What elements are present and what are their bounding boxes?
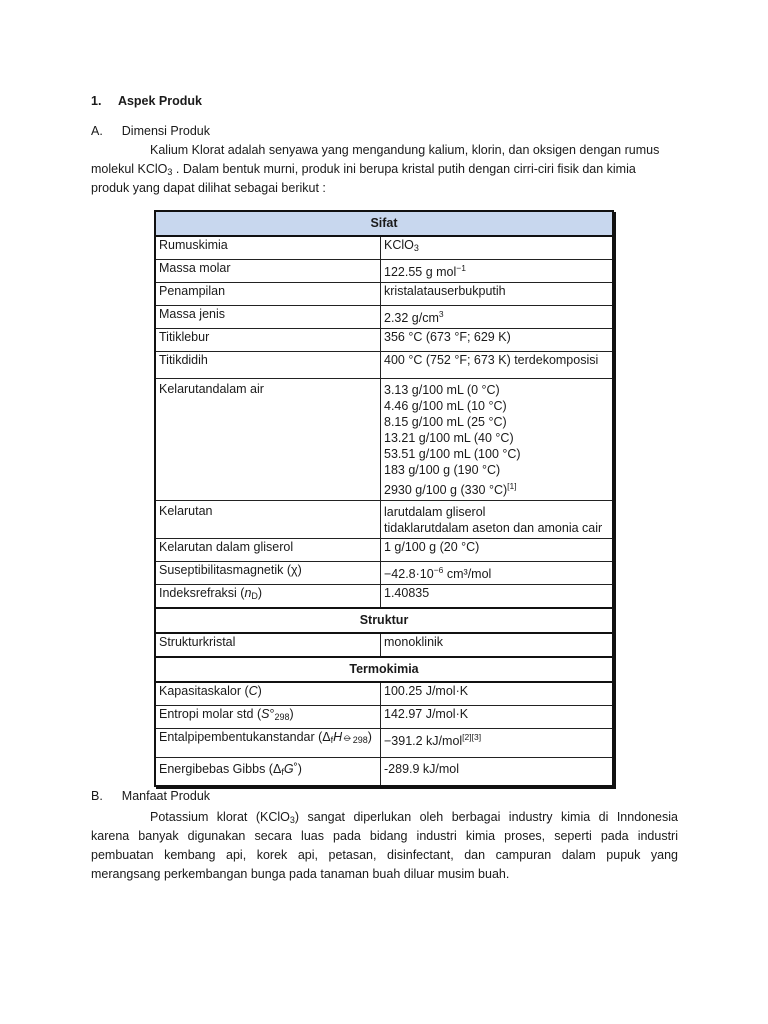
property-name bbox=[155, 706, 381, 729]
property-name bbox=[155, 729, 381, 758]
table-row bbox=[155, 379, 613, 501]
value-line: 53.51 g/100 mL (100 °C) bbox=[384, 447, 521, 461]
value-text: −391.2 kJ/mol bbox=[384, 734, 463, 748]
subsection-b-heading bbox=[91, 787, 210, 805]
value-line: 8.15 g/100 mL (25 °C) bbox=[384, 415, 507, 429]
name-text: Indeksrefraksi ( bbox=[159, 586, 245, 600]
name-subscript: 298 bbox=[274, 712, 290, 722]
properties-table bbox=[154, 210, 614, 787]
value-line: 3.13 g/100 mL (0 °C) bbox=[384, 383, 500, 397]
property-value bbox=[381, 729, 614, 758]
name-subscript: f bbox=[281, 767, 284, 777]
name-degree: ° bbox=[269, 707, 275, 721]
name-text: Entropi molar std ( bbox=[159, 707, 262, 721]
name-italic: H bbox=[333, 730, 343, 744]
subsection-b-letter: B. bbox=[91, 789, 103, 803]
property-value: -289.9 kJ/mol bbox=[381, 758, 614, 787]
property-value: 400 °C (752 °F; 673 K) terdekomposisi bbox=[381, 352, 614, 379]
header-sifat-cell: Sifat bbox=[155, 211, 613, 236]
table-row bbox=[155, 329, 613, 352]
table-row bbox=[155, 283, 613, 306]
value-text: −42.8·10 bbox=[384, 567, 434, 581]
property-name: Massa jenis bbox=[155, 306, 381, 329]
paragraph-a-line-2-rest: . Dalam bentuk murni, produk ini berupa kristal putih dengan cirri-ciri fisik dan kimia bbox=[172, 162, 636, 176]
name-subscript: f bbox=[330, 735, 334, 745]
property-name: Titiklebur bbox=[155, 329, 381, 352]
name-italic: S bbox=[261, 707, 270, 721]
name-italic: G bbox=[283, 762, 294, 776]
name-text-end: ) bbox=[297, 762, 302, 776]
property-name bbox=[155, 585, 381, 609]
paragraph-a-line-1: Kalium Klorat adalah senyawa yang mengandung kalium, klorin, dan oksigen dengan rumus bbox=[150, 143, 660, 157]
value-line: 4.46 g/100 mL (10 °C) bbox=[384, 399, 507, 413]
table-row bbox=[155, 729, 613, 758]
name-degree: ⦵ bbox=[342, 730, 353, 744]
heading-number: 1. bbox=[91, 94, 102, 108]
property-value bbox=[381, 562, 614, 585]
table-row bbox=[155, 236, 613, 260]
property-name: Suseptibilitasmagnetik (χ) bbox=[155, 562, 381, 585]
property-name bbox=[155, 682, 381, 706]
table-row bbox=[155, 585, 613, 609]
subsection-a-letter: A. bbox=[91, 124, 103, 138]
subsection-b-title: Manfaat Produk bbox=[121, 789, 211, 803]
value-superscript: 3 bbox=[438, 309, 444, 319]
paragraph-b-line-3: pembuatan kembang api, korek api, petasan, disinfectant, dan campuran dalam pupuk yang bbox=[91, 848, 678, 862]
value-text: 2930 g/100 g (330 °C) bbox=[384, 483, 508, 497]
paragraph-b-line-1-text: Potassium klorat (KClO bbox=[150, 810, 290, 824]
property-value bbox=[381, 306, 614, 329]
property-value: 356 °C (673 °F; 629 K) bbox=[381, 329, 614, 352]
property-value: monoklinik bbox=[381, 633, 614, 657]
name-italic: n bbox=[244, 586, 252, 600]
table-header-struktur bbox=[155, 608, 613, 633]
property-name bbox=[155, 758, 381, 787]
table-row bbox=[155, 260, 613, 283]
property-name: Rumuskimia bbox=[155, 236, 381, 260]
value-line: 13.21 g/100 mL (40 °C) bbox=[384, 431, 514, 445]
property-value: kristalatauserbukputih bbox=[381, 283, 614, 306]
name-text-end: ) bbox=[289, 707, 294, 721]
paragraph-b-line-1 bbox=[150, 808, 678, 829]
header-termokimia-cell: Termokimia bbox=[155, 657, 613, 682]
name-text: Entalpipembentukanstandar (Δ bbox=[159, 730, 331, 744]
table-row bbox=[155, 633, 613, 657]
name-text: Kapasitaskalor ( bbox=[159, 684, 249, 698]
name-text-end: ) bbox=[257, 684, 262, 698]
table-row bbox=[155, 706, 613, 729]
table-row bbox=[155, 352, 613, 379]
property-name: Kelarutan dalam gliserol bbox=[155, 539, 381, 562]
property-value bbox=[381, 236, 614, 260]
value-superscript: −1 bbox=[456, 263, 466, 273]
property-value: 1 g/100 g (20 °C) bbox=[381, 539, 614, 562]
citation-superscript: [2][3] bbox=[462, 732, 482, 742]
table-row bbox=[155, 306, 613, 329]
property-value: 1.40835 bbox=[381, 585, 614, 609]
table-header-termokimia bbox=[155, 657, 613, 682]
paragraph-b-line-1-rest: ) sangat diperlukan oleh berbagai industry kimia di Inndonesia bbox=[294, 810, 678, 824]
value-line: 183 g/100 g (190 °C) bbox=[384, 463, 501, 477]
heading-title: Aspek Produk bbox=[117, 94, 202, 108]
value-text: 122.55 g mol bbox=[384, 265, 457, 279]
header-struktur-cell: Struktur bbox=[155, 608, 613, 633]
value-text: KClO bbox=[384, 238, 414, 252]
table-header-sifat bbox=[155, 211, 613, 236]
table-row bbox=[155, 562, 613, 585]
table-row bbox=[155, 682, 613, 706]
value-line bbox=[384, 478, 609, 498]
value-subscript: 3 bbox=[413, 243, 419, 253]
value-line: larutdalam gliserol bbox=[384, 505, 486, 519]
property-name: Massa molar bbox=[155, 260, 381, 283]
name-italic: C bbox=[248, 684, 258, 698]
name-degree: ˚ bbox=[293, 762, 298, 776]
paragraph-b-line-1-subscript: 3 bbox=[289, 815, 295, 825]
paragraph-a-line-2 bbox=[91, 160, 636, 181]
property-value bbox=[381, 260, 614, 283]
name-text-end: ) bbox=[367, 730, 372, 744]
property-name: Titikdidih bbox=[155, 352, 381, 379]
property-value: 142.97 J/mol·K bbox=[381, 706, 614, 729]
table-row bbox=[155, 501, 613, 539]
name-subscript: D bbox=[251, 591, 258, 601]
property-value bbox=[381, 501, 614, 539]
paragraph-b-line-4: merangsang perkembangan bunga pada tanaman buah diluar musim buah. bbox=[91, 867, 510, 881]
paragraph-a-line-3: produk yang dapat dilihat sebagai berikut : bbox=[91, 181, 326, 195]
property-name: Penampilan bbox=[155, 283, 381, 306]
table-row bbox=[155, 539, 613, 562]
citation-superscript: [1] bbox=[507, 481, 517, 491]
name-subscript: 298 bbox=[352, 735, 368, 745]
subsection-a-title: Dimensi Produk bbox=[121, 124, 211, 138]
subsection-a-heading bbox=[91, 122, 210, 140]
section-heading bbox=[91, 92, 202, 110]
paragraph-b-line-2: karena banyak digunakan secara luas pada bidang industri kimia proses, seperti pada industri bbox=[91, 829, 678, 843]
property-name: Strukturkristal bbox=[155, 633, 381, 657]
property-name: Kelarutan bbox=[155, 501, 381, 539]
value-superscript: −6 bbox=[433, 565, 444, 575]
value-line: tidaklarutdalam aseton dan amonia cair bbox=[384, 521, 603, 535]
table-row bbox=[155, 758, 613, 787]
paragraph-a-line-2-subscript: 3 bbox=[167, 167, 173, 177]
paragraph-a-line-2-text: molekul KClO bbox=[91, 162, 168, 176]
name-text-end: ) bbox=[257, 586, 263, 600]
property-value bbox=[381, 379, 614, 501]
value-unit: cm³/mol bbox=[443, 567, 492, 581]
property-value: 100.25 J/mol·K bbox=[381, 682, 614, 706]
property-name: Kelarutandalam air bbox=[155, 379, 381, 501]
name-text: Energibebas Gibbs (Δ bbox=[159, 762, 282, 776]
value-text: 2.32 g/cm bbox=[384, 311, 439, 325]
